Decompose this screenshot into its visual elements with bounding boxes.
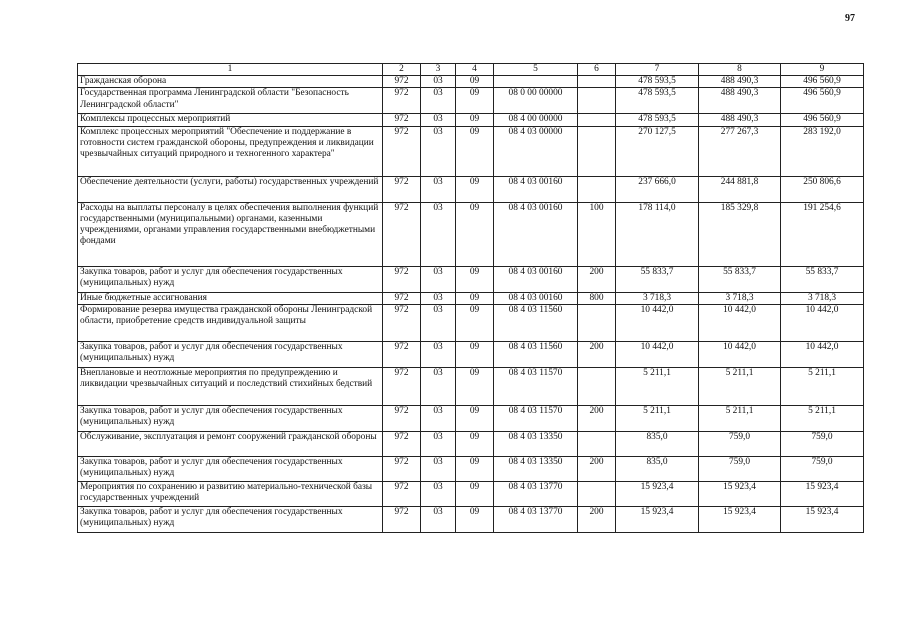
row-value-cell-9: 283 192,0 <box>781 126 864 176</box>
row-value-cell-5: 08 4 03 00160 <box>494 202 578 266</box>
row-value-cell-9: 496 560,9 <box>781 76 864 88</box>
row-value-cell-7: 478 593,5 <box>616 76 699 88</box>
row-name-cell: Иные бюджетные ассигнования <box>78 292 383 304</box>
row-value-cell-2: 972 <box>383 176 421 202</box>
row-name-cell: Закупка товаров, работ и услуг для обеспечения государственных (муниципальных) нужд <box>78 506 383 532</box>
table-row <box>78 292 864 304</box>
row-value-cell-5: 08 4 03 13350 <box>494 456 578 481</box>
row-value-cell-2: 972 <box>383 114 421 126</box>
table-row <box>78 126 864 176</box>
table-row <box>78 114 864 126</box>
row-value-cell-4: 09 <box>456 431 494 456</box>
row-value-cell-4: 09 <box>456 266 494 292</box>
row-value-cell-5: 08 4 03 11560 <box>494 341 578 367</box>
row-value-cell-3: 03 <box>421 341 456 367</box>
row-value-cell-8: 15 923,4 <box>699 481 781 506</box>
row-value-cell-8: 759,0 <box>699 431 781 456</box>
row-value-cell-3: 03 <box>421 202 456 266</box>
row-value-cell-8: 55 833,7 <box>699 266 781 292</box>
row-value-cell-4: 09 <box>456 202 494 266</box>
header-row <box>78 64 864 76</box>
table-row <box>78 341 864 367</box>
row-value-cell-2: 972 <box>383 266 421 292</box>
row-value-cell-3: 03 <box>421 114 456 126</box>
row-name-cell: Закупка товаров, работ и услуг для обеспечения государственных (муниципальных) нужд <box>78 341 383 367</box>
row-value-cell-9: 15 923,4 <box>781 506 864 532</box>
table-row <box>78 202 864 266</box>
row-name-cell: Закупка товаров, работ и услуг для обеспечения государственных (муниципальных) нужд <box>78 456 383 481</box>
row-value-cell-2: 972 <box>383 304 421 341</box>
row-value-cell-9: 3 718,3 <box>781 292 864 304</box>
column-header: 5 <box>494 64 578 76</box>
row-value-cell-6: 200 <box>578 506 616 532</box>
row-value-cell-7: 10 442,0 <box>616 341 699 367</box>
row-value-cell-6: 200 <box>578 266 616 292</box>
row-value-cell-3: 03 <box>421 506 456 532</box>
row-value-cell-6 <box>578 431 616 456</box>
row-value-cell-9: 496 560,9 <box>781 88 864 114</box>
row-value-cell-3: 03 <box>421 76 456 88</box>
row-value-cell-9: 55 833,7 <box>781 266 864 292</box>
row-value-cell-3: 03 <box>421 431 456 456</box>
row-value-cell-8: 759,0 <box>699 456 781 481</box>
row-value-cell-5: 08 4 03 13770 <box>494 481 578 506</box>
row-value-cell-5: 08 4 03 00160 <box>494 266 578 292</box>
column-header: 7 <box>616 64 699 76</box>
row-value-cell-4: 09 <box>456 506 494 532</box>
row-value-cell-8: 5 211,1 <box>699 405 781 431</box>
row-value-cell-6 <box>578 176 616 202</box>
row-name-cell: Комплексы процессных мероприятий <box>78 114 383 126</box>
row-value-cell-8: 488 490,3 <box>699 76 781 88</box>
row-value-cell-6 <box>578 126 616 176</box>
row-value-cell-2: 972 <box>383 202 421 266</box>
row-name-cell: Закупка товаров, работ и услуг для обеспечения государственных (муниципальных) нужд <box>78 266 383 292</box>
row-value-cell-3: 03 <box>421 304 456 341</box>
row-name-cell: Государственная программа Ленинградской области "Безопасность Ленинградской области" <box>78 88 383 114</box>
row-name-cell: Расходы на выплаты персоналу в целях обеспечения выполнения функций государственными (муниципальными) органами, казенными учреждениями, органами управления государственными внебюджетными фондами <box>78 202 383 266</box>
row-value-cell-5: 08 4 03 13770 <box>494 506 578 532</box>
row-value-cell-7: 835,0 <box>616 456 699 481</box>
row-value-cell-5: 08 4 03 00160 <box>494 292 578 304</box>
row-value-cell-6 <box>578 481 616 506</box>
budget-table <box>77 63 864 533</box>
row-value-cell-4: 09 <box>456 88 494 114</box>
row-name-cell: Комплекс процессных мероприятий "Обеспечение и поддержание в готовности систем гражданской обороны, предупреждения и ликвидации чрезвычайных ситуаций природного и техногенного характера" <box>78 126 383 176</box>
row-value-cell-3: 03 <box>421 367 456 405</box>
row-value-cell-8: 15 923,4 <box>699 506 781 532</box>
row-value-cell-8: 488 490,3 <box>699 88 781 114</box>
row-name-cell: Внеплановые и неотложные мероприятия по предупреждению и ликвидации чрезвычайных ситуаций и последствий стихийных бедствий <box>78 367 383 405</box>
row-value-cell-5: 08 4 03 11560 <box>494 304 578 341</box>
row-value-cell-2: 972 <box>383 405 421 431</box>
column-header: 9 <box>781 64 864 76</box>
table-row <box>78 88 864 114</box>
table-row <box>78 266 864 292</box>
row-value-cell-8: 5 211,1 <box>699 367 781 405</box>
table-row <box>78 456 864 481</box>
row-value-cell-9: 10 442,0 <box>781 304 864 341</box>
row-value-cell-6 <box>578 88 616 114</box>
row-value-cell-5: 08 4 03 00000 <box>494 126 578 176</box>
row-value-cell-7: 15 923,4 <box>616 506 699 532</box>
row-value-cell-3: 03 <box>421 176 456 202</box>
row-value-cell-5: 08 4 03 11570 <box>494 367 578 405</box>
row-value-cell-5: 08 0 00 00000 <box>494 88 578 114</box>
row-value-cell-9: 496 560,9 <box>781 114 864 126</box>
row-name-cell: Обеспечение деятельности (услуги, работы) государственных учреждений <box>78 176 383 202</box>
row-name-cell: Гражданская оборона <box>78 76 383 88</box>
row-value-cell-6: 100 <box>578 202 616 266</box>
table-row <box>78 481 864 506</box>
row-value-cell-5 <box>494 76 578 88</box>
row-value-cell-9: 10 442,0 <box>781 341 864 367</box>
row-value-cell-7: 478 593,5 <box>616 114 699 126</box>
row-value-cell-3: 03 <box>421 292 456 304</box>
row-value-cell-3: 03 <box>421 88 456 114</box>
row-value-cell-4: 09 <box>456 76 494 88</box>
column-header: 2 <box>383 64 421 76</box>
row-value-cell-9: 759,0 <box>781 431 864 456</box>
row-value-cell-8: 185 329,8 <box>699 202 781 266</box>
row-value-cell-4: 09 <box>456 456 494 481</box>
column-header: 8 <box>699 64 781 76</box>
column-header: 6 <box>578 64 616 76</box>
row-value-cell-6: 800 <box>578 292 616 304</box>
row-value-cell-9: 5 211,1 <box>781 405 864 431</box>
row-value-cell-4: 09 <box>456 126 494 176</box>
column-header: 4 <box>456 64 494 76</box>
row-value-cell-2: 972 <box>383 292 421 304</box>
table-row <box>78 76 864 88</box>
row-value-cell-3: 03 <box>421 126 456 176</box>
page-number: 97 <box>845 13 855 24</box>
row-value-cell-7: 835,0 <box>616 431 699 456</box>
row-value-cell-7: 55 833,7 <box>616 266 699 292</box>
row-value-cell-4: 09 <box>456 176 494 202</box>
row-value-cell-7: 178 114,0 <box>616 202 699 266</box>
row-value-cell-8: 244 881,8 <box>699 176 781 202</box>
row-value-cell-7: 10 442,0 <box>616 304 699 341</box>
table-row <box>78 431 864 456</box>
row-value-cell-2: 972 <box>383 76 421 88</box>
row-value-cell-5: 08 4 03 11570 <box>494 405 578 431</box>
row-value-cell-6 <box>578 114 616 126</box>
row-value-cell-4: 09 <box>456 341 494 367</box>
row-value-cell-6: 200 <box>578 341 616 367</box>
row-value-cell-2: 972 <box>383 481 421 506</box>
row-value-cell-5: 08 4 00 00000 <box>494 114 578 126</box>
table-row <box>78 405 864 431</box>
row-name-cell: Мероприятия по сохранению и развитию материально-технической базы государственных учреждений <box>78 481 383 506</box>
row-value-cell-4: 09 <box>456 292 494 304</box>
row-value-cell-8: 10 442,0 <box>699 341 781 367</box>
row-value-cell-3: 03 <box>421 456 456 481</box>
row-value-cell-5: 08 4 03 00160 <box>494 176 578 202</box>
row-value-cell-2: 972 <box>383 88 421 114</box>
row-name-cell: Обслуживание, эксплуатация и ремонт сооружений гражданской обороны <box>78 431 383 456</box>
row-value-cell-9: 15 923,4 <box>781 481 864 506</box>
row-value-cell-8: 277 267,3 <box>699 126 781 176</box>
row-value-cell-7: 15 923,4 <box>616 481 699 506</box>
column-header: 3 <box>421 64 456 76</box>
row-value-cell-5: 08 4 03 13350 <box>494 431 578 456</box>
table-row <box>78 176 864 202</box>
row-value-cell-4: 09 <box>456 367 494 405</box>
row-value-cell-7: 5 211,1 <box>616 405 699 431</box>
row-value-cell-7: 5 211,1 <box>616 367 699 405</box>
row-value-cell-8: 10 442,0 <box>699 304 781 341</box>
row-value-cell-3: 03 <box>421 481 456 506</box>
row-value-cell-2: 972 <box>383 431 421 456</box>
row-name-cell: Формирование резерва имущества гражданской обороны Ленинградской области, приобретение средств индивидуальной защиты <box>78 304 383 341</box>
row-value-cell-7: 270 127,5 <box>616 126 699 176</box>
row-value-cell-6 <box>578 76 616 88</box>
row-value-cell-2: 972 <box>383 126 421 176</box>
row-value-cell-6 <box>578 304 616 341</box>
row-value-cell-4: 09 <box>456 304 494 341</box>
row-name-cell: Закупка товаров, работ и услуг для обеспечения государственных (муниципальных) нужд <box>78 405 383 431</box>
row-value-cell-7: 237 666,0 <box>616 176 699 202</box>
row-value-cell-2: 972 <box>383 341 421 367</box>
table-row <box>78 304 864 341</box>
row-value-cell-6: 200 <box>578 405 616 431</box>
row-value-cell-8: 3 718,3 <box>699 292 781 304</box>
row-value-cell-6: 200 <box>578 456 616 481</box>
table-row <box>78 367 864 405</box>
row-value-cell-9: 191 254,6 <box>781 202 864 266</box>
row-value-cell-9: 5 211,1 <box>781 367 864 405</box>
row-value-cell-3: 03 <box>421 405 456 431</box>
row-value-cell-3: 03 <box>421 266 456 292</box>
row-value-cell-2: 972 <box>383 367 421 405</box>
row-value-cell-4: 09 <box>456 114 494 126</box>
row-value-cell-8: 488 490,3 <box>699 114 781 126</box>
row-value-cell-4: 09 <box>456 405 494 431</box>
row-value-cell-9: 250 806,6 <box>781 176 864 202</box>
row-value-cell-2: 972 <box>383 506 421 532</box>
column-header: 1 <box>78 64 383 76</box>
row-value-cell-7: 478 593,5 <box>616 88 699 114</box>
table-row <box>78 506 864 532</box>
row-value-cell-6 <box>578 367 616 405</box>
row-value-cell-2: 972 <box>383 456 421 481</box>
row-value-cell-7: 3 718,3 <box>616 292 699 304</box>
row-value-cell-4: 09 <box>456 481 494 506</box>
row-value-cell-9: 759,0 <box>781 456 864 481</box>
